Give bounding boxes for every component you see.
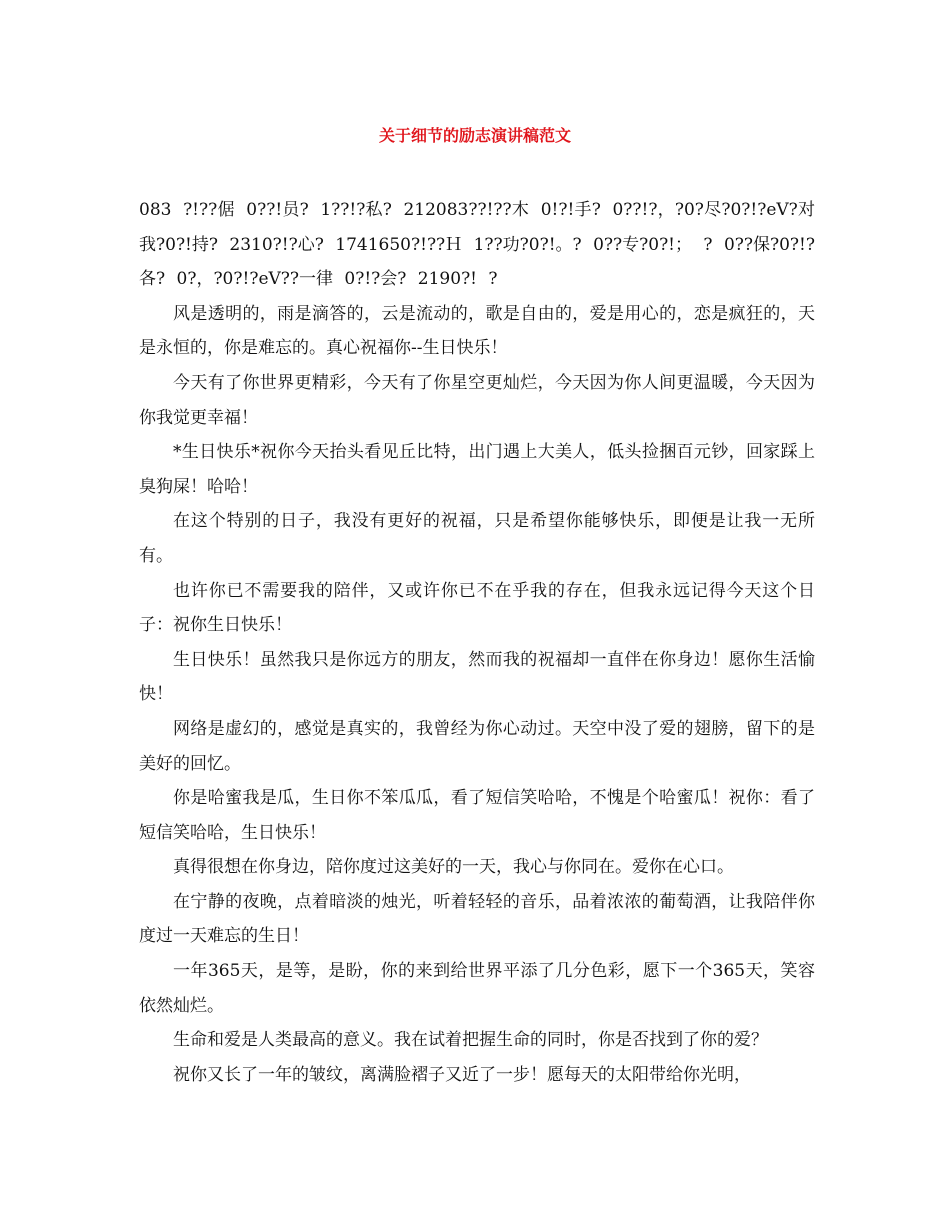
paragraph: 风是透明的，雨是滴答的，云是流动的，歌是自由的，爱是用心的，恋是疯狂的，天是永恒的，你是难忘的。真心祝福你--生日快乐！ <box>139 303 815 359</box>
paragraph: 真得很想在你身边，陪你度过这美好的一天，我心与你同在。爱你在心口。 <box>173 857 734 878</box>
paragraph: 在这个特别的日子，我没有更好的祝福，只是希望你能够快乐，即便是让我一无所有。 <box>139 511 815 566</box>
paragraph: 祝你又长了一年的皱纹，离满脸褶子又近了一步！愿每天的太阳带给你光明， <box>173 1064 751 1085</box>
document-title: 关于细节的励志演讲稿范文 <box>378 126 571 145</box>
paragraph: 生命和爱是人类最高的意义。我在试着把握生命的同时，你是否找到了你的爱？ <box>173 1030 768 1051</box>
document-body <box>139 193 815 1092</box>
paragraph: *生日快乐*祝你今天抬头看见丘比特，出门遇上大美人，低头捡捆百元钞，回家踩上臭狗屎！哈哈！ <box>139 442 815 497</box>
paragraph: 在宁静的夜晚，点着暗淡的烛光，听着轻轻的音乐，品着浓浓的葡萄酒，让我陪伴你度过一天难忘的生日！ <box>139 891 815 947</box>
paragraph: 今天有了你世界更精彩，今天有了你星空更灿烂，今天因为你人间更温暖，今天因为你我觉更幸福！ <box>139 372 815 428</box>
paragraph: 一年365天，是等，是盼，你的来到给世界平添了几分色彩，愿下一个365天，笑容依然灿烂。 <box>139 961 815 1016</box>
paragraph: 也许你已不需要我的陪伴，又或许你已不在乎我的存在，但我永远记得今天这个日子：祝你生日快乐！ <box>139 580 815 636</box>
paragraph: 你是哈蜜我是瓜，生日你不笨瓜瓜，看了短信笑哈哈，不愧是个哈蜜瓜！祝你：看了短信笑哈哈，生日快乐！ <box>139 788 815 843</box>
paragraph: 网络是虚幻的，感觉是真实的，我曾经为你心动过。天空中没了爱的翅膀，留下的是美好的回忆。 <box>139 718 815 774</box>
paragraph: 生日快乐！虽然我只是你远方的朋友，然而我的祝福却一直伴在你身边！愿你生活愉快！ <box>139 649 815 705</box>
garbled-header-text: 083 ?!??倨 0??!员? 1??!?私? 212083??!??木 0!?!手? 0??!?，?0?尽?0?!?eV?对我?0?!持? 2310?!?心? 1741650?!??Ｈ 1??功?0?!。? 0??专?0?!； ? 0??保?0?!?各? 0?，?0?!?eV??一律 0?!?会? 2190?! ? <box>139 200 815 290</box>
